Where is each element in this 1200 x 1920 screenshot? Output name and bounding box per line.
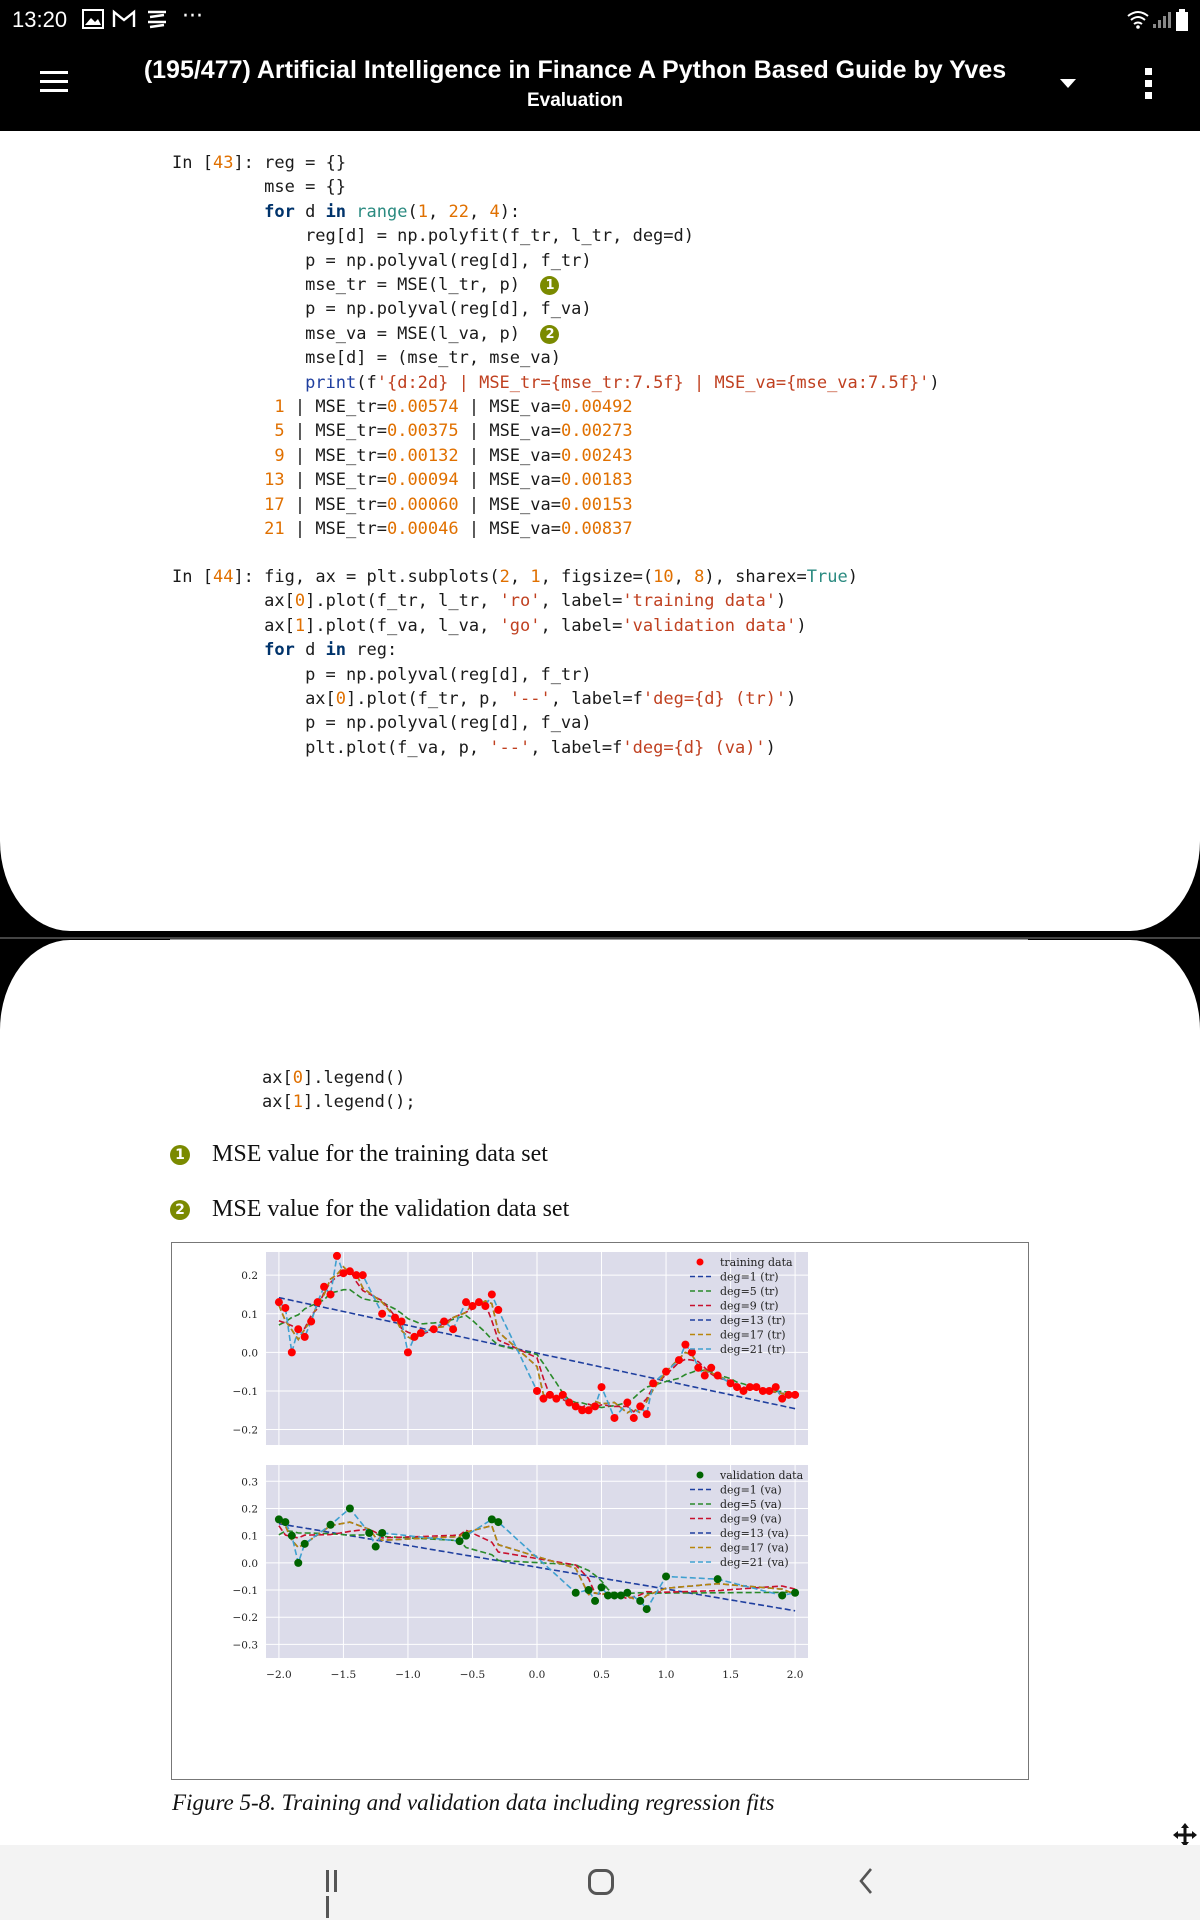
callout-1-icon: 1 xyxy=(170,1145,190,1165)
data-point xyxy=(598,1383,606,1391)
data-point xyxy=(623,1399,631,1407)
data-point xyxy=(365,1529,373,1537)
data-point xyxy=(288,1532,296,1540)
legend-marker xyxy=(697,1259,704,1266)
output-line: 5 | MSE_tr=0.00375 | MSE_va=0.00273 xyxy=(274,421,633,442)
signal-icon xyxy=(1152,9,1172,29)
code-line: fig, ax = plt.subplots(2, 1, figsize=(10, 8), sharex=True) xyxy=(264,567,858,587)
gallery-notification-icon xyxy=(82,9,104,29)
y-tick-label: 0.0 xyxy=(241,1557,258,1570)
code-line: ax[0].legend() xyxy=(262,1068,406,1088)
data-point xyxy=(417,1329,425,1337)
code-line: ax[1].plot(f_va, l_va, 'go', label='validation data') xyxy=(264,615,807,636)
data-point xyxy=(681,1341,689,1349)
data-point xyxy=(481,1302,489,1310)
data-point xyxy=(346,1504,354,1512)
legend-label: training data xyxy=(720,1256,793,1269)
data-point xyxy=(662,1368,670,1376)
code-prompt: In [44]: xyxy=(172,567,254,587)
legend-label: deg=5 (va) xyxy=(720,1498,782,1511)
y-tick-label: −0.2 xyxy=(232,1612,258,1625)
data-point xyxy=(636,1402,644,1410)
data-point xyxy=(591,1402,599,1410)
output-line: 1 | MSE_tr=0.00574 | MSE_va=0.00492 xyxy=(274,397,633,418)
data-point xyxy=(572,1589,580,1597)
data-point xyxy=(404,1348,412,1356)
y-tick-label: 0.2 xyxy=(241,1503,258,1516)
data-point xyxy=(643,1410,651,1418)
status-bar xyxy=(0,0,1200,38)
legend-label: deg=13 (tr) xyxy=(720,1314,786,1327)
data-point xyxy=(559,1391,567,1399)
hamburger-menu-icon[interactable] xyxy=(40,71,68,93)
y-tick-label: 0.2 xyxy=(241,1270,258,1283)
data-point xyxy=(494,1518,502,1526)
data-point xyxy=(430,1325,438,1333)
system-nav-bar xyxy=(0,1845,1200,1920)
callout-note-text: MSE value for the validation data set xyxy=(212,1196,570,1222)
data-point xyxy=(301,1333,309,1341)
y-tick-label: −0.3 xyxy=(232,1639,258,1652)
x-tick-label: 0.0 xyxy=(528,1669,546,1681)
data-point xyxy=(449,1325,457,1333)
pdf-page-174 xyxy=(0,131,1200,931)
legend-marker xyxy=(697,1472,704,1479)
home-icon[interactable] xyxy=(588,1869,614,1895)
code-line: mse[d] = (mse_tr, mse_va) xyxy=(305,348,561,369)
figure-frame xyxy=(171,1242,1029,1780)
code-cell-43 xyxy=(172,151,940,542)
y-tick-label: −0.1 xyxy=(232,1385,258,1398)
legend-label: deg=1 (va) xyxy=(720,1483,782,1497)
data-point xyxy=(585,1586,593,1594)
more-notifications-indicator: ··· xyxy=(182,4,203,29)
document-title: (195/477) Artificial Intelligence in Finance A Python Based Guide by Yves xyxy=(143,56,1007,84)
data-point xyxy=(591,1597,599,1605)
data-point xyxy=(456,1537,464,1545)
data-point xyxy=(643,1605,651,1613)
data-point xyxy=(791,1391,799,1399)
data-point xyxy=(488,1290,496,1298)
x-tick-label: 1.5 xyxy=(722,1669,739,1681)
data-point xyxy=(772,1383,780,1391)
data-point xyxy=(778,1591,786,1599)
figure-chart xyxy=(172,1243,1028,1779)
callout-2-icon: 2 xyxy=(540,325,559,344)
legend-label: validation data xyxy=(720,1469,804,1482)
data-point xyxy=(359,1271,367,1279)
x-tick-label: 2.0 xyxy=(786,1669,804,1681)
data-point xyxy=(440,1317,448,1325)
x-tick-label: −1.0 xyxy=(395,1669,421,1681)
data-point xyxy=(301,1540,309,1548)
code-line: p = np.polyval(reg[d], f_va) xyxy=(305,299,592,320)
data-point xyxy=(694,1364,702,1372)
data-point xyxy=(791,1589,799,1597)
x-tick-label: 1.0 xyxy=(657,1669,675,1681)
data-point xyxy=(462,1532,470,1540)
page-separator xyxy=(0,937,1200,939)
data-point xyxy=(275,1298,283,1306)
legend-label: deg=13 (va) xyxy=(720,1527,789,1540)
data-point xyxy=(281,1518,289,1526)
data-point xyxy=(714,1372,722,1380)
data-point xyxy=(327,1290,335,1298)
code-prompt: In [43]: xyxy=(172,153,254,173)
x-tick-label: −0.5 xyxy=(459,1669,486,1681)
app-bar xyxy=(0,38,1200,131)
gmail-notification-icon xyxy=(112,9,136,29)
code-cell-44 xyxy=(172,565,858,760)
data-point xyxy=(636,1597,644,1605)
callout-note-1 xyxy=(170,1141,548,1168)
output-line: 13 | MSE_tr=0.00094 | MSE_va=0.00183 xyxy=(264,470,633,491)
data-point xyxy=(294,1559,302,1567)
data-point xyxy=(598,1583,606,1591)
code-line: print(f'{d:2d} | MSE_tr={mse_tr:7.5f} | MSE_va={mse_va:7.5f}') xyxy=(305,372,940,393)
data-point xyxy=(378,1529,386,1537)
code-line: mse_tr = MSE(l_tr, p) xyxy=(305,275,520,296)
wifi-icon xyxy=(1126,9,1150,29)
recents-icon[interactable] xyxy=(326,1870,348,1892)
data-point xyxy=(714,1575,722,1583)
overflow-menu-icon[interactable] xyxy=(1145,68,1155,102)
data-point xyxy=(533,1387,541,1395)
legend-label: deg=1 (tr) xyxy=(720,1270,779,1284)
data-point xyxy=(662,1572,670,1580)
legend-label: deg=9 (va) xyxy=(720,1512,782,1526)
data-point xyxy=(630,1414,638,1422)
y-tick-label: 0.1 xyxy=(241,1308,258,1321)
code-line: reg[d] = np.polyfit(f_tr, l_tr, deg=d) xyxy=(305,226,694,247)
output-line: 9 | MSE_tr=0.00132 | MSE_va=0.00243 xyxy=(274,445,633,466)
data-point xyxy=(281,1304,289,1312)
output-line: 21 | MSE_tr=0.00046 | MSE_va=0.00837 xyxy=(264,519,633,540)
y-tick-label: −0.1 xyxy=(232,1585,258,1598)
data-point xyxy=(333,1252,341,1260)
code-line: p = np.polyval(reg[d], f_tr) xyxy=(305,664,592,685)
code-line: mse_va = MSE(l_va, p) xyxy=(305,323,520,344)
code-line: ax[1].legend(); xyxy=(262,1092,416,1113)
data-point xyxy=(623,1589,631,1597)
data-point xyxy=(675,1356,683,1364)
data-point xyxy=(701,1372,709,1380)
code-line: p = np.polyval(reg[d], f_va) xyxy=(305,713,592,734)
data-point xyxy=(294,1325,302,1333)
data-point xyxy=(288,1348,296,1356)
legend-label: deg=9 (tr) xyxy=(720,1299,779,1313)
figure-caption: Figure 5-8. Training and validation data including regression fits xyxy=(172,1790,775,1815)
code-line: p = np.polyval(reg[d], f_tr) xyxy=(305,250,592,271)
callout-1-icon: 1 xyxy=(540,276,559,295)
code-cell-44-continued xyxy=(262,1066,416,1115)
data-point xyxy=(320,1283,328,1291)
code-line: plt.plot(f_va, p, '--', label=f'deg={d} (va)') xyxy=(305,737,776,758)
x-tick-label: −1.5 xyxy=(330,1669,357,1681)
code-line: reg = {} xyxy=(264,153,347,173)
app-notification-icon xyxy=(146,9,168,31)
data-point xyxy=(610,1414,618,1422)
data-point xyxy=(707,1364,715,1372)
data-point xyxy=(372,1543,380,1551)
y-tick-label: −0.2 xyxy=(232,1424,258,1437)
callout-note-text: MSE value for the training data set xyxy=(212,1141,548,1167)
y-tick-label: 0.1 xyxy=(241,1530,258,1543)
code-line: ax[0].plot(f_tr, l_tr, 'ro', label='training data') xyxy=(264,591,787,612)
legend-label: deg=17 (va) xyxy=(720,1541,789,1555)
data-point xyxy=(314,1298,322,1306)
legend-label: deg=21 (va) xyxy=(720,1556,789,1569)
code-line: for d in reg: xyxy=(264,640,398,661)
data-point xyxy=(327,1521,335,1529)
y-tick-label: 0.3 xyxy=(241,1476,258,1489)
data-point xyxy=(378,1310,386,1318)
data-point xyxy=(649,1379,657,1387)
data-point xyxy=(494,1306,502,1314)
output-line: 17 | MSE_tr=0.00060 | MSE_va=0.00153 xyxy=(264,494,633,515)
code-line: for d in range(1, 22, 4): xyxy=(264,201,521,222)
status-time: 13:20 xyxy=(12,7,68,32)
data-point xyxy=(307,1317,315,1325)
x-tick-label: 0.5 xyxy=(593,1669,610,1681)
x-tick-label: −2.0 xyxy=(266,1669,292,1681)
legend-label: deg=21 (tr) xyxy=(720,1343,786,1356)
dropdown-arrow-icon[interactable] xyxy=(1060,79,1076,88)
back-icon[interactable] xyxy=(858,1867,874,1895)
battery-icon xyxy=(1176,9,1188,31)
code-line: ax[0].plot(f_tr, p, '--', label=f'deg={d} (tr)') xyxy=(305,689,797,710)
data-point xyxy=(398,1317,406,1325)
code-line: mse = {} xyxy=(264,177,347,198)
legend-label: deg=5 (tr) xyxy=(720,1285,779,1298)
document-subtitle: Evaluation xyxy=(526,90,624,111)
callout-note-2 xyxy=(170,1196,569,1223)
legend-label: deg=17 (tr) xyxy=(720,1328,786,1342)
y-tick-label: 0.0 xyxy=(241,1347,258,1360)
callout-2-icon: 2 xyxy=(170,1200,190,1220)
